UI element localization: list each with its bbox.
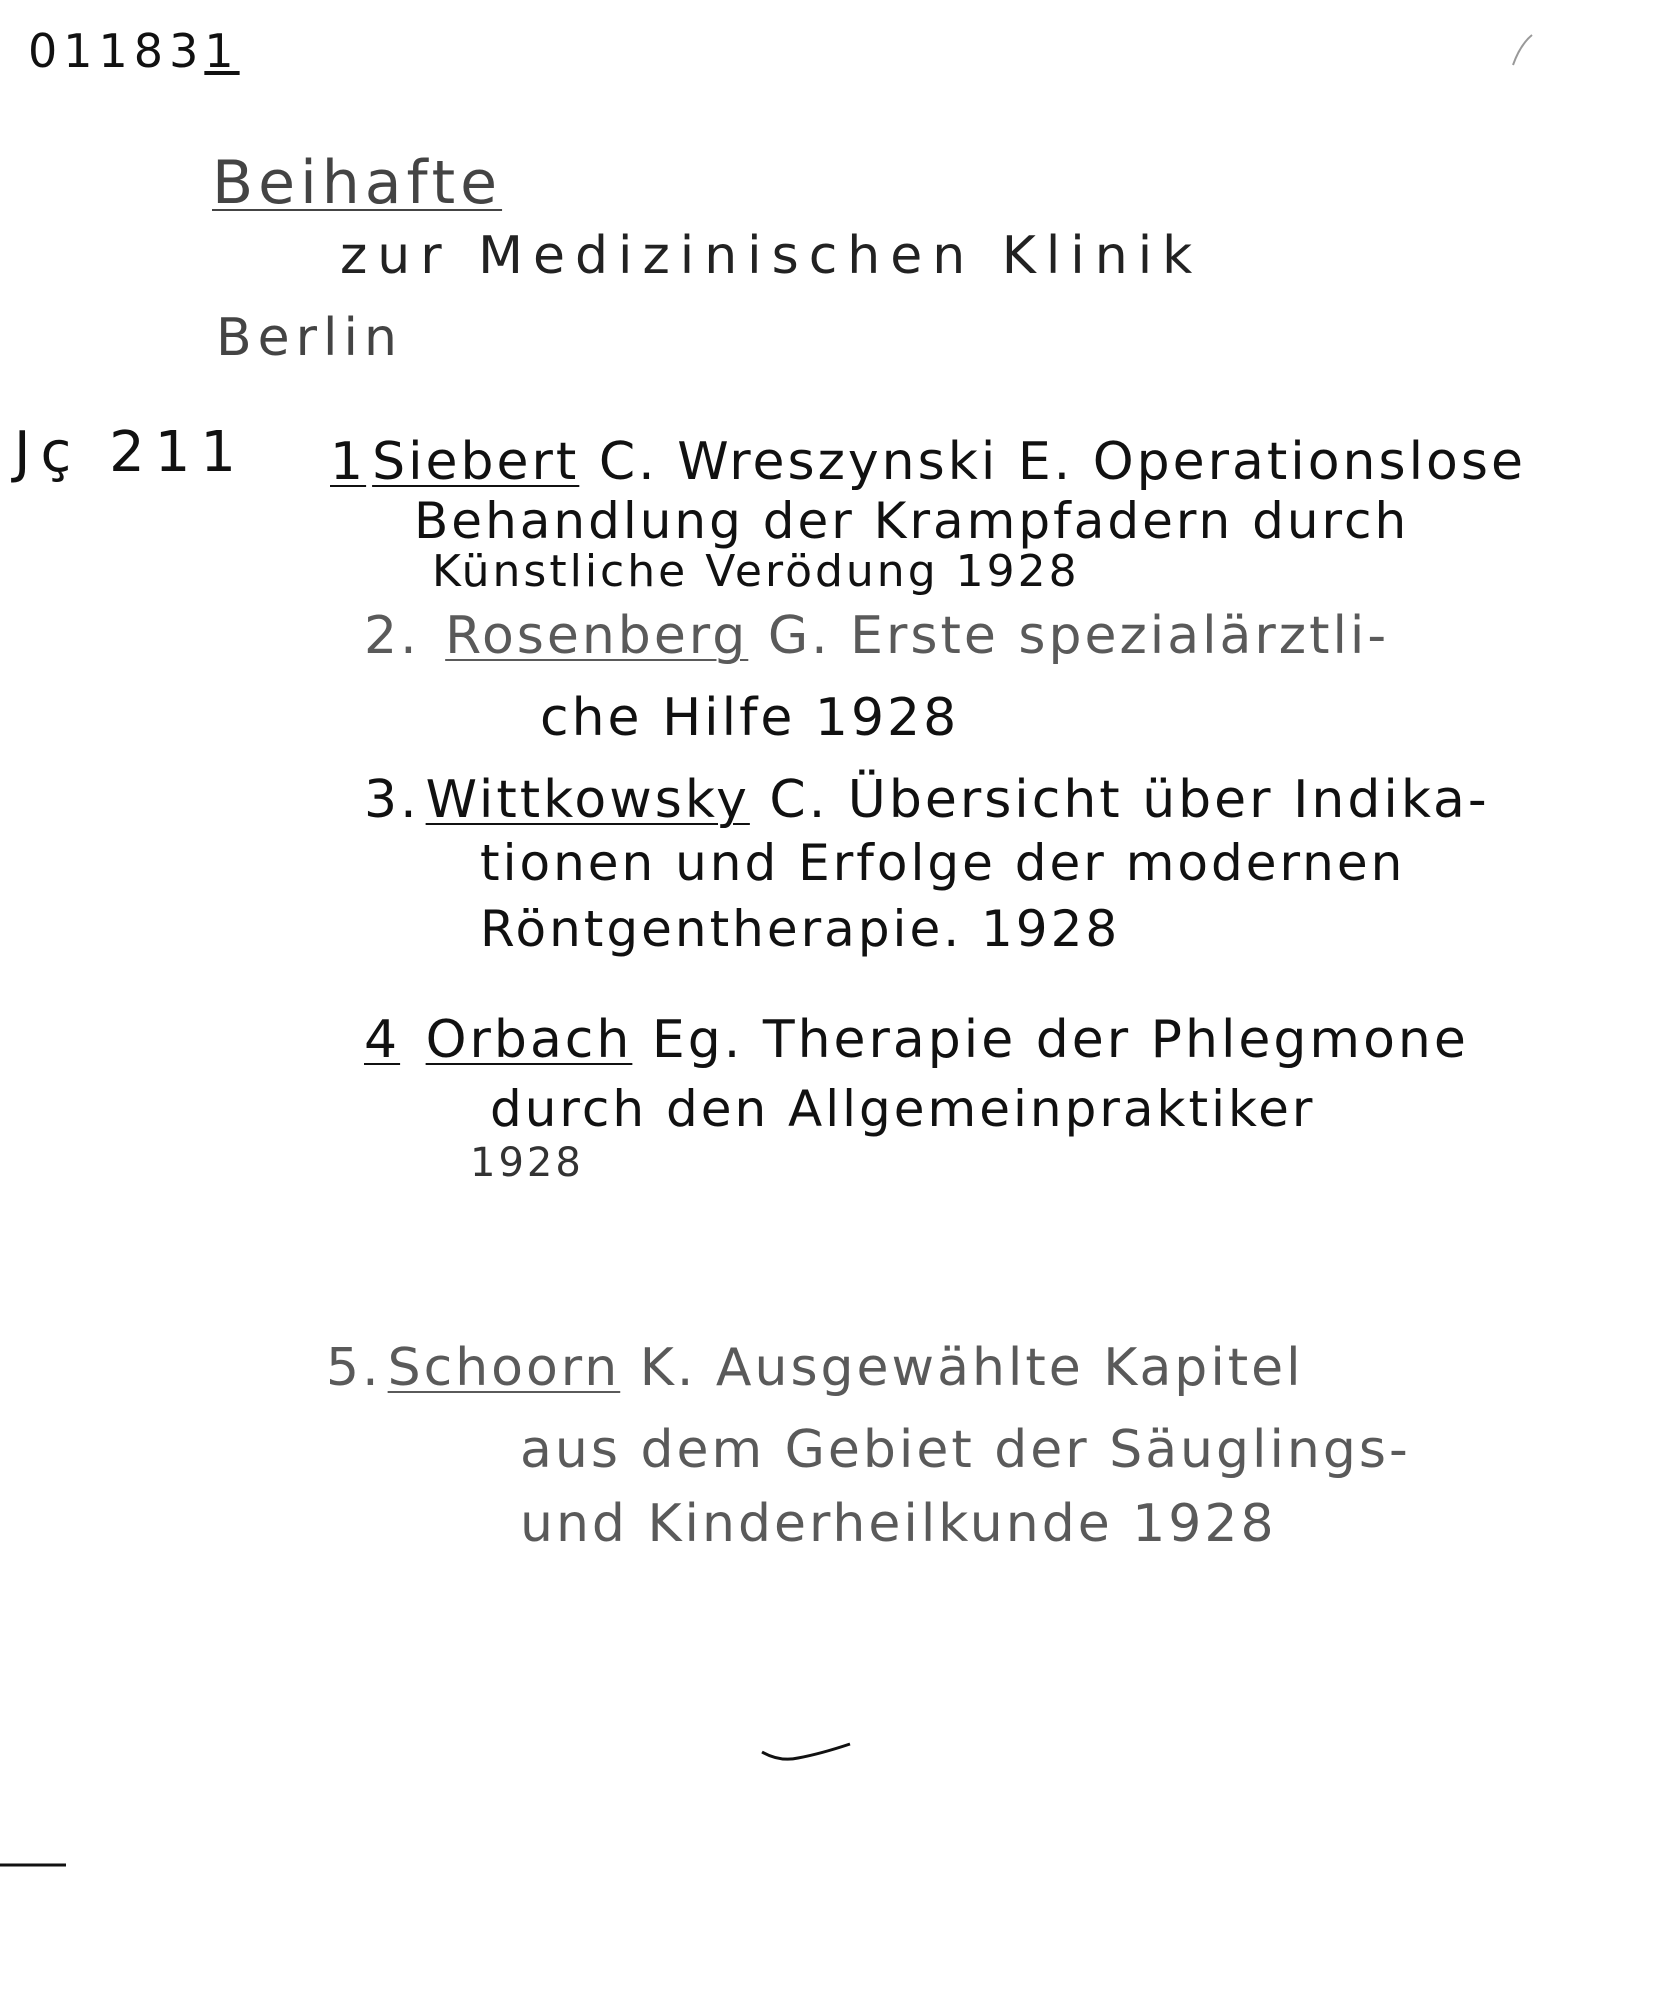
entry-5-number: 5. [326,1338,382,1398]
entry-1-author: Siebert [372,432,580,492]
series-title-line3: Berlin [216,308,403,368]
entry-3-line-2: tionen und Erfolge der modernen [480,834,1406,892]
card-id-last: 1 [204,24,240,78]
entry-1-line-1 [330,432,1526,492]
entry-2-text: G. Erste spezialärztli- [767,606,1390,666]
end-flourish-mark [760,1740,860,1770]
entry-1-text: C. Wreszynski E. Operationslose [598,432,1526,492]
entry-4-number: 4 [364,1010,401,1070]
entry-4-author: Orbach [425,1010,633,1070]
card-id-main: 01183 [28,24,205,78]
shelfmark: Jç 211 [14,420,246,485]
series-title-line2: zur Medizinischen Klinik [340,226,1203,286]
entry-2-line-1 [364,606,1389,666]
entry-3-line-1 [364,770,1490,830]
entry-2-author: Rosenberg [445,606,749,666]
entry-5-line-3: und Kinderheilkunde 1928 [520,1494,1277,1554]
entry-1-line-2: Behandlung der Krampfadern durch [414,492,1410,550]
entry-5-author: Schoorn [387,1338,621,1398]
entry-3-text: C. Übersicht über Indika- [769,770,1490,830]
margin-dash-mark [0,1860,70,1870]
entry-4-line-3: 1928 [470,1140,584,1186]
entry-1-line-3: Künstliche Verödung 1928 [432,546,1080,597]
entry-3-author: Wittkowsky [425,770,750,830]
entry-2-line-2: che Hilfe 1928 [540,688,960,748]
entry-4-line-1 [364,1010,1469,1070]
entry-3-line-3: Röntgentherapie. 1928 [480,900,1121,958]
entry-5-line-1 [326,1338,1304,1398]
entry-4-line-2: durch den Allgemeinpraktiker [490,1080,1316,1138]
corner-tick-mark [1508,30,1538,70]
entry-5-text: K. Ausgewählte Kapitel [639,1338,1304,1398]
entry-3-number: 3. [364,770,420,830]
card-id [28,24,240,78]
entry-4-text: Eg. Therapie der Phlegmone [651,1010,1469,1070]
entry-5-line-2: aus dem Gebiet der Säuglings- [520,1420,1411,1480]
entry-2-number: 2. [364,606,420,666]
entry-1-number: 1 [330,432,367,492]
series-title: Beihafte [212,148,503,218]
